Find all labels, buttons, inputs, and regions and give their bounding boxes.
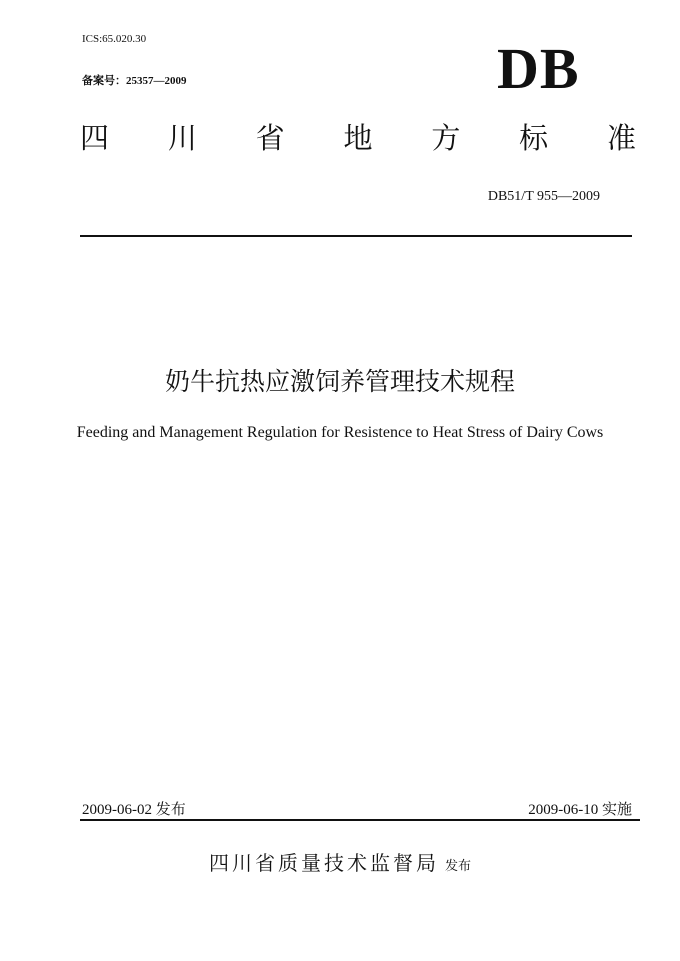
title-chinese: 奶牛抗热应激饲养管理技术规程 xyxy=(164,367,515,396)
issue-label: 发布 xyxy=(155,800,186,818)
title-english: Feeding and Management Regulation for Resistence to Heat Stress of Dairy Cows xyxy=(76,424,604,441)
header-divider xyxy=(80,235,632,237)
issuer-name: 四川省质量技术监督局 xyxy=(208,851,439,875)
record-value: 25357—2009 xyxy=(126,75,187,87)
issuer-suffix: 发布 xyxy=(444,859,471,874)
implementation-date: 2009-06-10 xyxy=(528,802,599,818)
implementation-date-line xyxy=(528,798,632,819)
implementation-label: 实施 xyxy=(601,800,632,818)
issue-date: 2009-06-02 xyxy=(82,802,152,818)
record-number xyxy=(82,72,187,88)
standard-type-char: 方 xyxy=(431,121,461,155)
db-mark: DB xyxy=(497,36,580,101)
record-label: 备案号： xyxy=(82,74,126,87)
standard-type-char: 标 xyxy=(519,121,549,155)
standard-type-char: 地 xyxy=(343,121,373,155)
standard-number: DB51/T 955—2009 xyxy=(487,189,600,204)
ics-code: ICS:65.020.30 xyxy=(82,33,147,45)
standard-type-char: 省 xyxy=(255,121,285,155)
issuer-line xyxy=(0,847,680,876)
standard-type-char: 准 xyxy=(606,121,636,155)
issue-date-line xyxy=(82,798,186,819)
standard-type-char: 川 xyxy=(167,121,197,155)
standard-type-char: 四 xyxy=(80,121,110,155)
footer-divider xyxy=(80,819,640,821)
standard-type-heading xyxy=(80,123,636,155)
